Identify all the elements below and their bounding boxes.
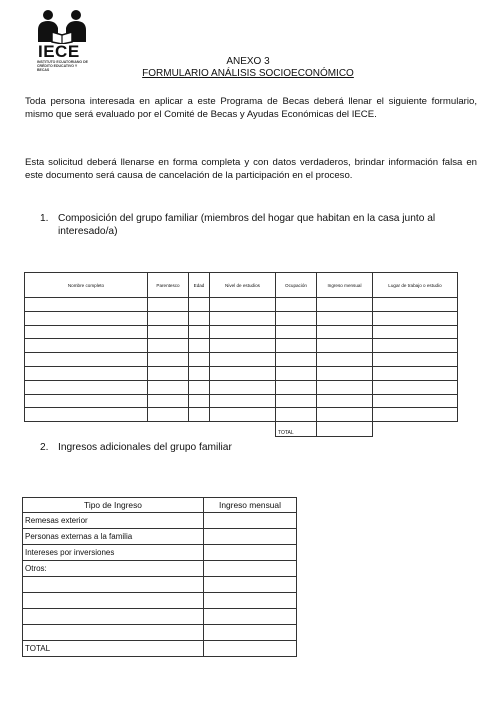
table-cell[interactable] xyxy=(276,298,317,312)
annex-label: ANEXO 3 xyxy=(226,56,270,67)
total-row xyxy=(25,422,458,437)
table-cell[interactable] xyxy=(317,311,373,325)
table-cell[interactable] xyxy=(189,408,210,422)
table-cell[interactable] xyxy=(276,325,317,339)
instructions-paragraph: Esta solicitud deberá llenarse en forma completa y con datos verdaderos, brindar información falsa en este documento será causa de cancelación de la participación en el proceso. xyxy=(25,157,477,181)
table-cell[interactable] xyxy=(317,380,373,394)
table-cell[interactable] xyxy=(276,366,317,380)
table-cell[interactable] xyxy=(210,394,276,408)
table-cell[interactable] xyxy=(317,394,373,408)
table-cell[interactable] xyxy=(373,366,458,380)
table-cell[interactable] xyxy=(25,339,148,353)
income-type-label: Otros: xyxy=(23,561,204,577)
table-cell[interactable] xyxy=(317,325,373,339)
table-row[interactable] xyxy=(23,529,297,545)
table-cell[interactable] xyxy=(276,311,317,325)
table-cell[interactable] xyxy=(210,353,276,367)
header-nivel: Nivel de estudios xyxy=(210,273,276,298)
income-type-label[interactable] xyxy=(23,577,204,593)
table-row[interactable] xyxy=(23,561,297,577)
people-reading-icon xyxy=(30,8,94,44)
income-value-cell[interactable] xyxy=(204,513,297,529)
income-value-cell[interactable] xyxy=(204,609,297,625)
table-cell[interactable] xyxy=(373,339,458,353)
table-cell[interactable] xyxy=(189,325,210,339)
table-cell[interactable] xyxy=(210,298,276,312)
income-value-cell[interactable] xyxy=(204,593,297,609)
table-row[interactable] xyxy=(25,339,458,353)
section-2-heading xyxy=(40,442,232,455)
income-value-cell[interactable] xyxy=(204,625,297,641)
header-ingreso: Ingreso mensual xyxy=(317,273,373,298)
header-nombre: Nombre completo xyxy=(25,273,148,298)
table-cell[interactable] xyxy=(148,339,189,353)
table-cell[interactable] xyxy=(210,311,276,325)
table-cell[interactable] xyxy=(373,394,458,408)
income-value-cell[interactable] xyxy=(204,545,297,561)
table-cell[interactable] xyxy=(373,298,458,312)
table-cell[interactable] xyxy=(276,339,317,353)
income-type-label[interactable] xyxy=(23,625,204,641)
table-row[interactable] xyxy=(25,394,458,408)
table-cell[interactable] xyxy=(25,394,148,408)
income-value-cell[interactable] xyxy=(204,561,297,577)
table-cell[interactable] xyxy=(25,353,148,367)
table-cell[interactable] xyxy=(25,408,148,422)
table-cell[interactable] xyxy=(373,311,458,325)
logo-wordmark: IECE xyxy=(38,42,80,61)
section-1-number: 1. xyxy=(40,213,49,224)
table-row[interactable] xyxy=(25,353,458,367)
header-ingreso-mensual: Ingreso mensual xyxy=(204,498,297,513)
family-composition-table xyxy=(24,272,458,437)
income-value-cell[interactable] xyxy=(204,577,297,593)
header-parentesco: Parentesco xyxy=(148,273,189,298)
table-cell[interactable] xyxy=(189,394,210,408)
header-lugar: Lugar de trabajo o estudio xyxy=(373,273,458,298)
table-cell[interactable] xyxy=(148,366,189,380)
table-cell[interactable] xyxy=(317,366,373,380)
total-label: TOTAL xyxy=(23,641,204,657)
table-cell[interactable] xyxy=(373,353,458,367)
income-type-label[interactable] xyxy=(23,593,204,609)
table-cell[interactable] xyxy=(25,311,148,325)
table-cell[interactable] xyxy=(148,353,189,367)
table-cell[interactable] xyxy=(148,311,189,325)
table-row[interactable] xyxy=(25,298,458,312)
table-cell[interactable] xyxy=(276,394,317,408)
income-type-label: Personas externas a la familia xyxy=(23,529,204,545)
table-cell[interactable] xyxy=(317,353,373,367)
section-2-number: 2. xyxy=(40,442,49,453)
intro-paragraph: Toda persona interesada en aplicar a este Programa de Becas deberá llenar el siguiente formulario, mismo que será evaluado por el Comité de Becas y Ayudas Económicas del IECE. xyxy=(25,96,477,120)
table-cell[interactable] xyxy=(373,325,458,339)
table-row[interactable] xyxy=(23,609,297,625)
section-1-heading xyxy=(40,213,470,238)
table-cell[interactable] xyxy=(317,339,373,353)
table-cell[interactable] xyxy=(25,325,148,339)
table-cell[interactable] xyxy=(317,298,373,312)
table-cell[interactable] xyxy=(373,408,458,422)
total-value-cell[interactable] xyxy=(204,641,297,657)
table-row[interactable] xyxy=(25,311,458,325)
table-cell[interactable] xyxy=(148,408,189,422)
table-cell[interactable] xyxy=(189,311,210,325)
table-cell[interactable] xyxy=(276,380,317,394)
additional-income-table xyxy=(22,497,297,657)
table-cell[interactable] xyxy=(25,366,148,380)
table-cell[interactable] xyxy=(189,298,210,312)
table-cell[interactable] xyxy=(210,366,276,380)
table-cell[interactable] xyxy=(148,298,189,312)
total-row[interactable] xyxy=(23,641,297,657)
table-cell[interactable] xyxy=(317,408,373,422)
logo-subtitle: INSTITUTO ECUATORIANO DE CRÉDITO EDUCATIVO Y BECAS xyxy=(37,60,88,72)
header-ocupacion: Ocupación xyxy=(276,273,317,298)
table-cell[interactable] xyxy=(148,325,189,339)
income-type-label: Intereses por inversiones xyxy=(23,545,204,561)
table-row[interactable] xyxy=(23,513,297,529)
table-cell[interactable] xyxy=(210,380,276,394)
table-row[interactable] xyxy=(23,577,297,593)
table-row[interactable] xyxy=(25,366,458,380)
table-row[interactable] xyxy=(25,380,458,394)
table-row[interactable] xyxy=(23,593,297,609)
header-edad: Edad xyxy=(189,273,210,298)
table-cell[interactable] xyxy=(189,339,210,353)
table-cell[interactable] xyxy=(25,380,148,394)
section-1-title: Composición del grupo familiar (miembros del hogar que habitan en la casa junto al interesado/a) xyxy=(58,213,436,237)
table-cell[interactable] xyxy=(210,339,276,353)
table-cell[interactable] xyxy=(210,325,276,339)
table-cell[interactable] xyxy=(148,380,189,394)
table-cell[interactable] xyxy=(276,408,317,422)
table-row[interactable] xyxy=(25,325,458,339)
total-label: TOTAL xyxy=(276,422,317,437)
table-row[interactable] xyxy=(23,625,297,641)
header-tipo-ingreso: Tipo de Ingreso xyxy=(23,498,204,513)
table-cell[interactable] xyxy=(210,408,276,422)
table-cell[interactable] xyxy=(373,380,458,394)
table-cell[interactable] xyxy=(276,353,317,367)
form-title: FORMULARIO ANÁLISIS SOCIOECONÓMICO xyxy=(142,68,354,79)
table-cell[interactable] xyxy=(148,394,189,408)
income-type-label[interactable] xyxy=(23,609,204,625)
table-header-row xyxy=(23,498,297,513)
section-2-title: Ingresos adicionales del grupo familiar xyxy=(58,442,232,453)
table-cell[interactable] xyxy=(189,366,210,380)
total-value-cell[interactable] xyxy=(317,422,373,437)
table-cell[interactable] xyxy=(189,380,210,394)
table-cell[interactable] xyxy=(189,353,210,367)
table-header-row xyxy=(25,273,458,298)
income-value-cell[interactable] xyxy=(204,529,297,545)
income-type-label: Remesas exterior xyxy=(23,513,204,529)
table-row[interactable] xyxy=(23,545,297,561)
table-cell[interactable] xyxy=(25,298,148,312)
table-row[interactable] xyxy=(25,408,458,422)
